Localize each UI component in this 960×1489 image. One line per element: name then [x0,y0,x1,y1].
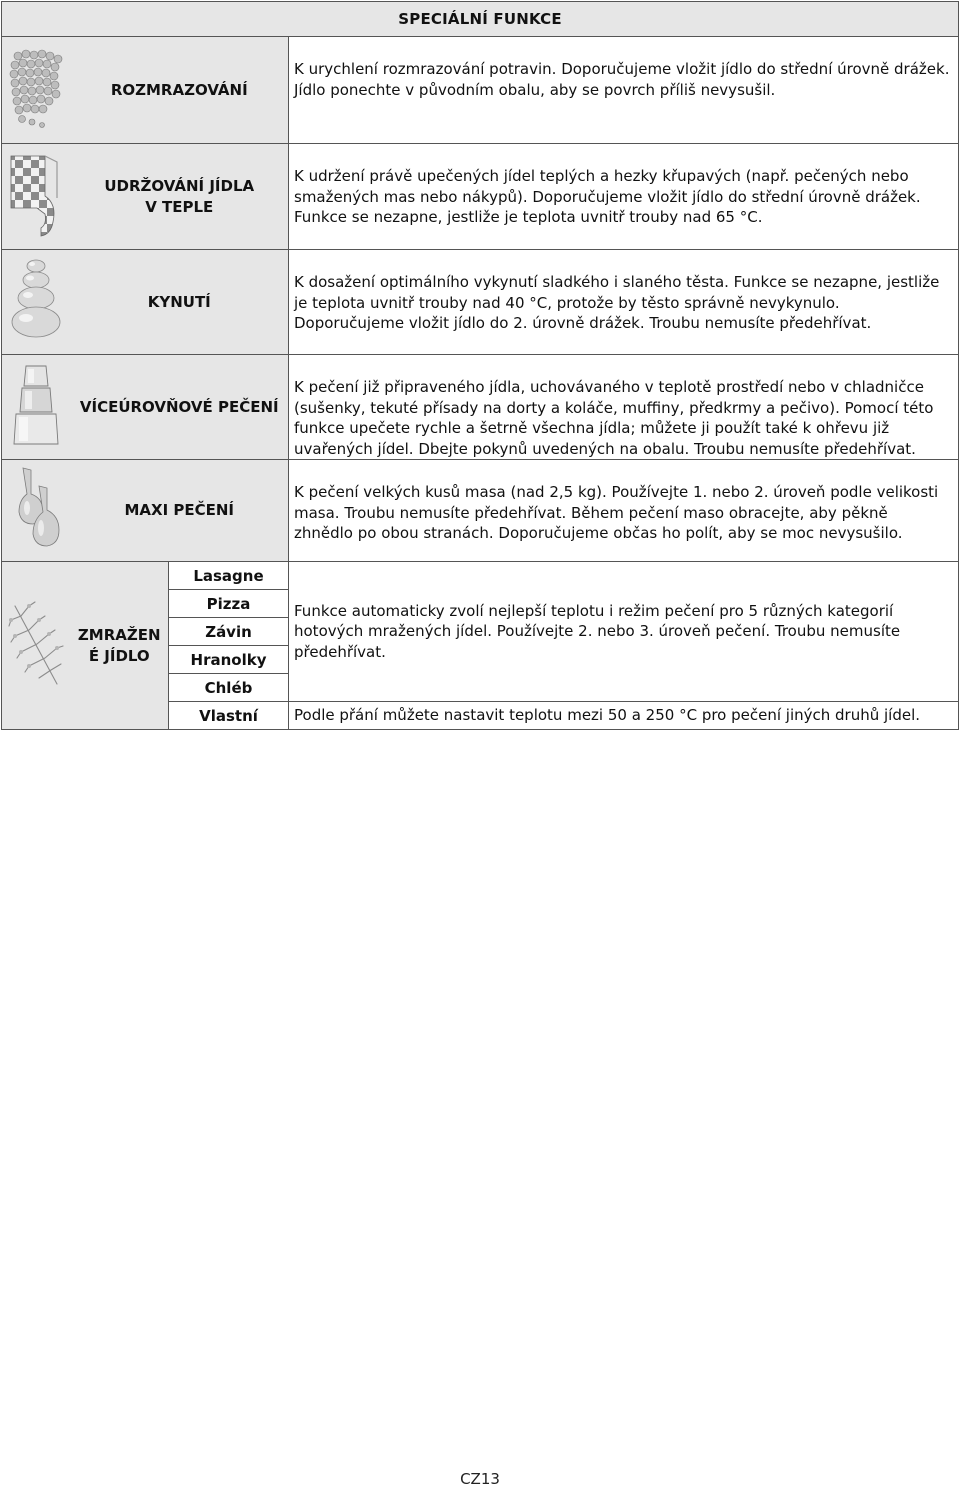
function-name-defrost: ROZMRAZOVÁNÍ [71,37,289,144]
function-name-maxi-roast: MAXI PEČENÍ [71,460,289,562]
frozen-food-icon [2,562,71,730]
page-number: CZ13 [460,1470,500,1488]
function-name-rising: KYNUTÍ [71,250,289,355]
defrost-icon [2,37,71,144]
function-row-multilevel [2,355,959,460]
special-functions-table [1,1,959,730]
frozen-category-pizza: Pizza [169,590,289,618]
frozen-desc-custom: Podle přání můžete nastavit teplotu mezi 50 a 250 °C pro pečení jiných druhů jídel. [289,702,959,730]
multilevel-icon [2,355,71,460]
frozen-desc-auto: Funkce automaticky zvolí nejlepší teplotu i režim pečení pro 5 různých kategorií hotových mražených jídel. Používejte 2. nebo 3. úroveň pečení. Troubu nemusíte předehřívat. [289,562,959,702]
function-row-rising [2,250,959,355]
keep-warm-icon [2,144,71,250]
function-desc-rising: K dosažení optimálního vykynutí sladkého i slaného těsta. Funkce se nezapne, jestliže je teplota uvnitř trouby nad 40 °C, protože by těsto správně nevykynulo. Doporučujeme vložit jídlo do 2. úrovně drážek. Troubu nemusíte předehřívat. [289,250,959,355]
function-desc-maxi-roast: K pečení velkých kusů masa (nad 2,5 kg). Používejte 1. nebo 2. úroveň podle velikosti masa. Troubu nemusíte předehřívat. Během pečení maso obracejte, aby pěkně zhnědlo po obou stranách. Doporučujeme občas ho polít, aby se moc nevysušilo. [289,460,959,562]
function-row-keep-warm [2,144,959,250]
frozen-category-hranolky: Hranolky [169,646,289,674]
function-desc-defrost: K urychlení rozmrazování potravin. Doporučujeme vložit jídlo do střední úrovně drážek. Jídlo ponechte v původním obalu, aby se povrch příliš nevysušil. [289,37,959,144]
function-row-frozen [2,562,959,590]
frozen-category-chleb: Chléb [169,674,289,702]
function-name-keep-warm: UDRŽOVÁNÍ JÍDLA V TEPLE [71,144,289,250]
table-title: SPECIÁLNÍ FUNKCE [2,2,959,37]
function-desc-keep-warm: K udržení právě upečených jídel teplých a hezky křupavých (např. pečených nebo smažených mas nebo nákypů). Doporučujeme vložit jídlo do střední úrovně drážek. Funkce se nezapne, jestliže je teplota uvnitř trouby nad 65 °C. [289,144,959,250]
maxi-roast-icon [2,460,71,562]
function-row-maxi-roast [2,460,959,562]
frozen-category-lasagne: Lasagne [169,562,289,590]
dough-rising-icon [2,250,71,355]
frozen-category-zavin: Závin [169,618,289,646]
function-name-multilevel: VÍCEÚROVŇOVÉ PEČENÍ [71,355,289,460]
frozen-category-custom: Vlastní [169,702,289,730]
function-desc-multilevel: K pečení již připraveného jídla, uchovávaného v teplotě prostředí nebo v chladničce (sušenky, tekuté přísady na dorty a koláče, muffiny, předkrmy a pečivo). Pomocí této funkce upečete rychle a šetrně všechna jídla; můžete ji použít také k ohřevu již uvařených jídel. Dbejte pokynů uvedených na obalu. Troubu nemusíte předehřívat. [289,355,959,460]
function-name-frozen: ZMRAŽEN É JÍDLO [71,562,169,730]
function-row-defrost [2,37,959,144]
